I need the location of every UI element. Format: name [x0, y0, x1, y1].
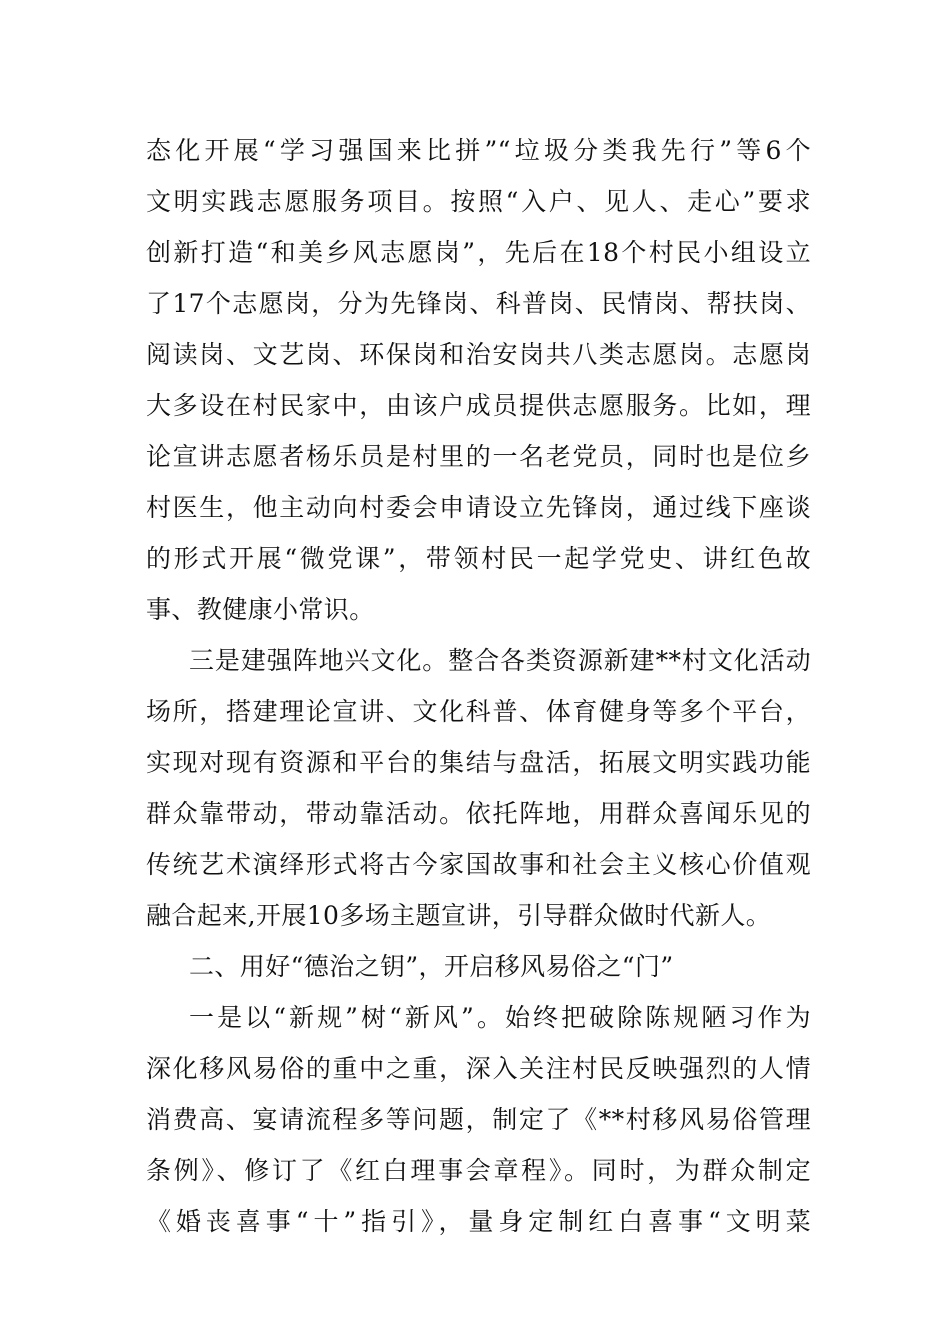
text-line: 论宣讲志愿者杨乐员是村里的一名老党员，同时也是位乡	[146, 442, 811, 471]
text-line: 深化移风易俗的重中之重，深入关注村民反映强烈的人情	[146, 1054, 811, 1083]
text-line: 了17个志愿岗，分为先锋岗、科普岗、民情岗、帮扶岗、	[146, 289, 811, 318]
text-line: 实现对现有资源和平台的集结与盘活，拓展文明实践功能	[146, 748, 811, 777]
text-line: 群众靠带动，带动靠活动。依托阵地，用群众喜闻乐见的	[146, 799, 811, 828]
section-heading: 二、用好“德治之钥”，开启移风易俗之“门”	[189, 952, 674, 981]
text-line: 《婚丧喜事“十”指引》，量身定制红白喜事“文明菜	[146, 1207, 811, 1236]
paragraph-end-line: 事、教健康小常识。	[146, 595, 375, 624]
text-line: 阅读岗、文艺岗、环保岗和治安岗共八类志愿岗。志愿岗	[146, 340, 811, 369]
paragraph-end-line: 融合起来,开展10多场主题宣讲，引导群众做时代新人。	[146, 901, 772, 930]
paragraph-heading-line: 三是建强阵地兴文化。整合各类资源新建**村文化活动	[189, 646, 811, 675]
text-line: 场所，搭建理论宣讲、文化科普、体育健身等多个平台，	[146, 697, 811, 726]
text-line: 的形式开展“微党课”，带领村民一起学党史、讲红色故	[146, 544, 811, 573]
paragraph-heading-line: 一是以“新规”树“新风”。始终把破除陈规陋习作为	[189, 1003, 811, 1032]
text-line: 大多设在村民家中，由该户成员提供志愿服务。比如，理	[146, 391, 811, 420]
text-line: 村医生，他主动向村委会申请设立先锋岗，通过线下座谈	[146, 493, 811, 522]
text-line: 消费高、宴请流程多等问题，制定了《**村移风易俗管理	[146, 1105, 811, 1134]
text-line: 态化开展“学习强国来比拼”“垃圾分类我先行”等6个	[146, 136, 811, 165]
text-line: 条例》、修订了《红白理事会章程》。同时，为群众制定	[146, 1156, 811, 1185]
text-line: 文明实践志愿服务项目。按照“入户、见人、走心”要求	[146, 187, 811, 216]
text-line: 传统艺术演绎形式将古今家国故事和社会主义核心价值观	[146, 850, 811, 879]
document-body	[146, 125, 811, 1247]
text-line: 创新打造“和美乡风志愿岗”，先后在18个村民小组设立	[146, 238, 811, 267]
